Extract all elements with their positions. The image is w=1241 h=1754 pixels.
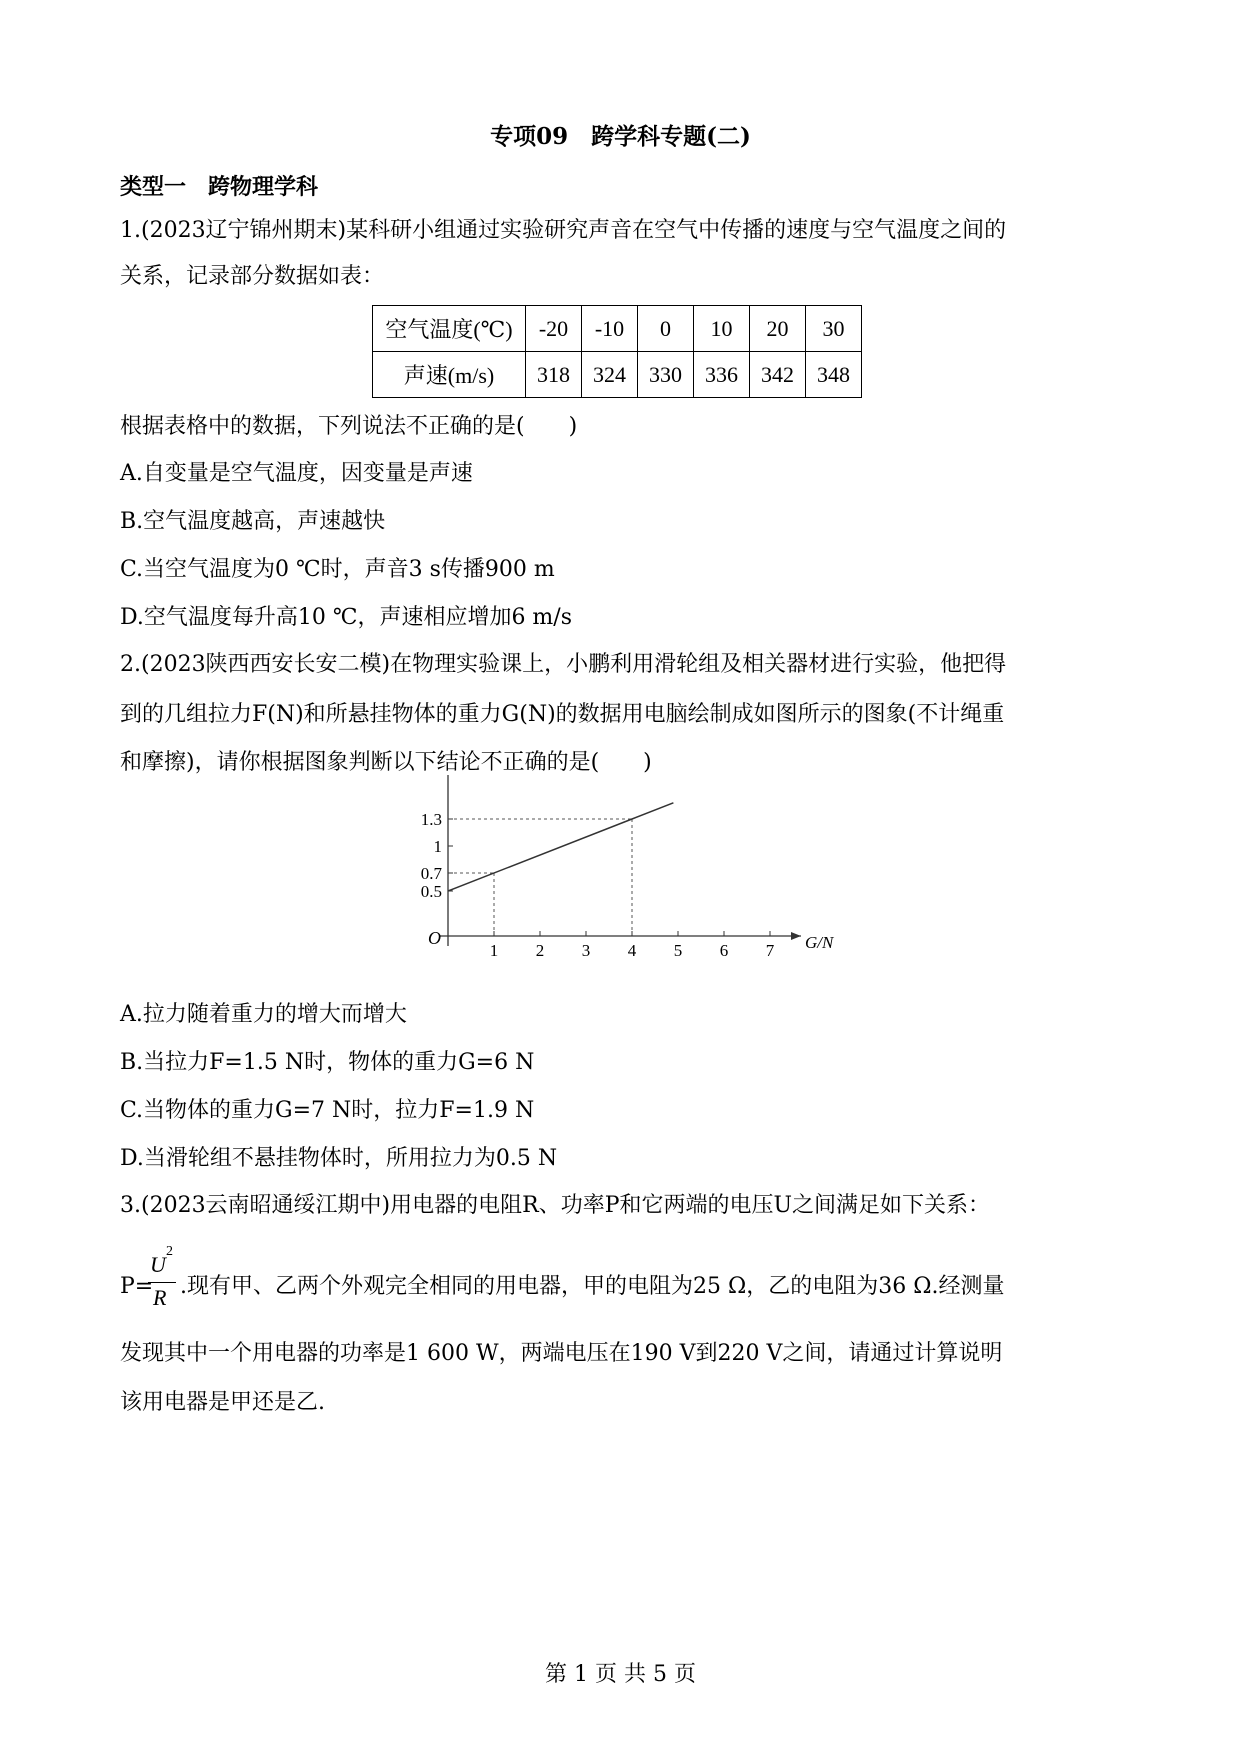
- q3-stem-line2: .现有甲、乙两个外观完全相同的用电器，甲的电阻为25 Ω，乙的电阻为36 Ω.经测量: [180, 1274, 1005, 1299]
- q3-stem-line1: 3.(2023云南昭通绥江期中)用电器的电阻R、功率P和它两端的电压U之间满足如下关系：: [120, 1193, 991, 1218]
- formula-exponent: 2: [166, 1244, 173, 1259]
- x-tick-label: 6: [719, 941, 729, 960]
- series-line: [448, 803, 673, 891]
- q3-stem-line3: 发现其中一个用电器的功率是1 600 W，两端电压在190 V到220 V之间，请通过计算说明: [120, 1341, 1003, 1366]
- q2-stem-line2: 到的几组拉力F(N)和所悬挂物体的重力G(N)的数据用电脑绘制成如图所示的图象(不计绳重: [120, 702, 1005, 727]
- table-cell: 0: [638, 306, 694, 352]
- x-axis-arrow: [791, 932, 801, 940]
- x-tick-label: 1: [489, 941, 499, 960]
- y-tick-label: 1: [433, 837, 442, 856]
- table-cell: 324: [582, 352, 638, 398]
- x-tick-label: 4: [627, 941, 637, 960]
- q3-formula-fraction: [148, 1244, 176, 1312]
- table-cell: 342: [750, 352, 806, 398]
- q1-prompt: 根据表格中的数据，下列说法不正确的是( ): [120, 414, 578, 439]
- section-heading: 类型一 跨物理学科: [120, 174, 319, 200]
- q2-force-weight-chart: [400, 775, 840, 975]
- x-axis-label: G/N: [805, 933, 834, 952]
- x-tick-label: 5: [673, 941, 683, 960]
- table-cell: 348: [806, 352, 862, 398]
- q3-formula-lhs: P=: [120, 1274, 154, 1299]
- x-tick-label: 3: [581, 941, 591, 960]
- table-cell: 30: [806, 306, 862, 352]
- q1-stem-line1: 1.(2023辽宁锦州期末)某科研小组通过实验研究声音在空气中传播的速度与空气温度之间的: [120, 218, 1007, 243]
- q1-option-b: B.空气温度越高，声速越快: [120, 509, 386, 534]
- q1-stem-line2: 关系，记录部分数据如表：: [120, 264, 385, 289]
- table-cell: 330: [638, 352, 694, 398]
- table-row: [373, 306, 862, 352]
- q1-option-a: A.自变量是空气温度，因变量是声速: [120, 461, 473, 486]
- fraction-bar: [148, 1282, 176, 1283]
- q2-option-c: C.当物体的重力G=7 N时，拉力F=1.9 N: [120, 1098, 535, 1123]
- q3-stem-line4: 该用电器是甲还是乙.: [120, 1390, 325, 1415]
- formula-denominator: R: [153, 1285, 167, 1310]
- q1-option-c: C.当空气温度为0 ℃时，声音3 s传播900 m: [120, 557, 555, 582]
- q1-data-table: [372, 305, 862, 398]
- table-cell: 10: [694, 306, 750, 352]
- x-tick-label: 2: [535, 941, 545, 960]
- page-title: 专项09 跨学科专题(二): [490, 123, 751, 150]
- q2-option-d: D.当滑轮组不悬挂物体时，所用拉力为0.5 N: [120, 1146, 558, 1171]
- q2-stem-line1: 2.(2023陕西西安长安二模)在物理实验课上，小鹏利用滑轮组及相关器材进行实验，他把得: [120, 652, 1007, 677]
- y-tick-label: 1.3: [420, 810, 442, 829]
- table-cell: 318: [526, 352, 582, 398]
- y-tick-label: 0.5: [420, 882, 442, 901]
- origin-label: O: [428, 928, 441, 948]
- page-footer: 第 1 页 共 5 页: [545, 1662, 696, 1687]
- q2-option-b: B.当拉力F=1.5 N时，物体的重力G=6 N: [120, 1050, 535, 1075]
- q1-option-d: D.空气温度每升高10 ℃，声速相应增加6 m/s: [120, 605, 573, 630]
- table-cell: 声速(m/s): [373, 352, 526, 398]
- q2-stem-line3: 和摩擦)，请你根据图象判断以下结论不正确的是( ): [120, 750, 652, 775]
- q2-option-a: A.拉力随着重力的增大而增大: [120, 1002, 407, 1027]
- table-cell: 336: [694, 352, 750, 398]
- table-row: [373, 352, 862, 398]
- table-cell: -10: [582, 306, 638, 352]
- table-cell: 20: [750, 306, 806, 352]
- y-tick-label: 0.7: [420, 864, 442, 883]
- table-cell: -20: [526, 306, 582, 352]
- formula-numerator: U: [150, 1252, 166, 1277]
- table-cell: 空气温度(℃): [373, 306, 526, 352]
- x-tick-label: 7: [765, 941, 775, 960]
